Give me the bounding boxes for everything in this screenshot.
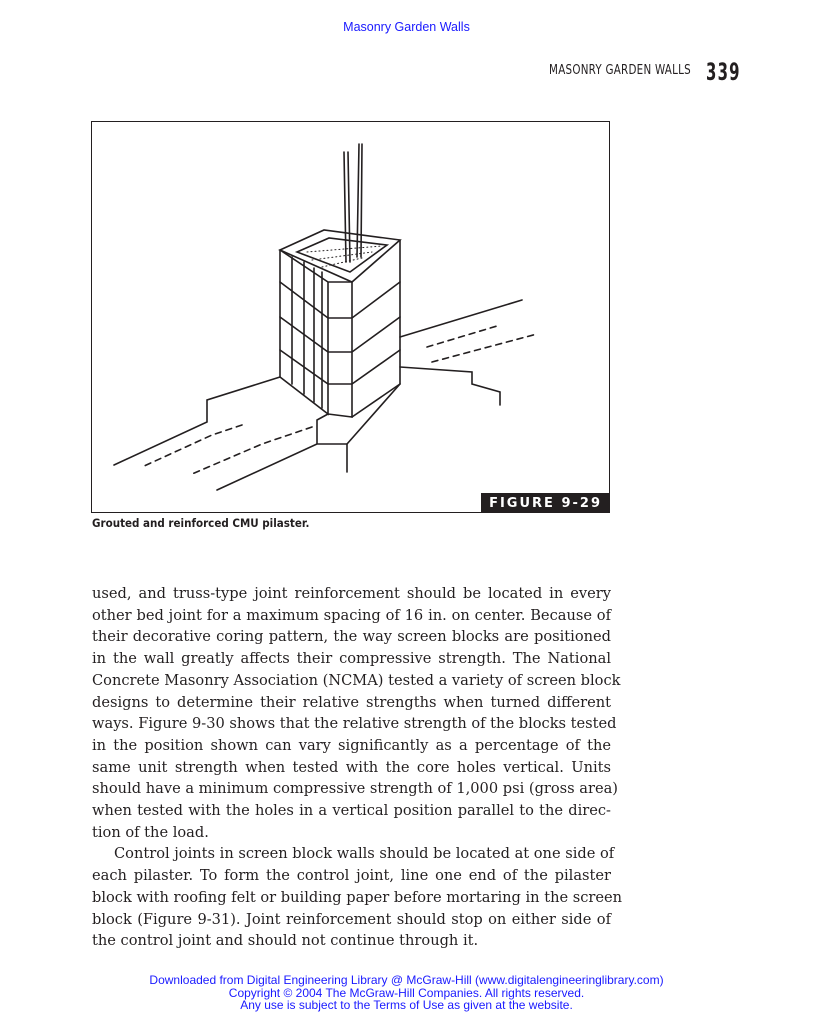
text-line: in the wall greatly affects their compressive strength. The National: [92, 650, 611, 668]
text-line: same unit strength when tested with the core holes vertical. Units: [92, 758, 611, 776]
text-line: the control joint and should not continue through it.: [92, 932, 479, 950]
paragraph-1: [92, 583, 621, 843]
text-line: designs to determine their relative strengths when turned different: [92, 693, 611, 711]
text-line: other bed joint for a maximum spacing of 16 in. on center. Because of: [92, 606, 611, 624]
text-line: when tested with the holes in a vertical position parallel to the direc-: [92, 802, 611, 820]
paragraph-2: [92, 843, 623, 952]
text-line: their decorative coring pattern, the way screen blocks are positioned: [92, 628, 611, 646]
footer-terms: Any use is subject to the Terms of Use as given at the website.: [240, 998, 573, 1012]
footer-notice: [0, 974, 813, 1012]
footer-copyright: Copyright © 2004 The McGraw-Hill Companies. All rights reserved.: [228, 985, 585, 1000]
figure-label: FIGURE 9-29: [481, 493, 610, 513]
page-number: 339: [706, 58, 741, 86]
figure-caption: Grouted and reinforced CMU pilaster.: [92, 516, 310, 530]
figure-9-29: [91, 121, 610, 513]
footer-download-link[interactable]: Downloaded from Digital Engineering Library @ McGraw-Hill (www.digitalengineeringlibrary.com): [149, 973, 664, 987]
text-line: ways. Figure 9-30 shows that the relative strength of the blocks tested: [92, 715, 617, 733]
text-line: should have a minimum compressive strength of 1,000 psi (gross area): [92, 780, 619, 798]
text-line: Control joints in screen block walls should be located at one side of: [114, 845, 615, 863]
running-head: MASONRY GARDEN WALLS: [549, 62, 691, 78]
text-line: block with roofing felt or building paper before mortaring in the screen: [92, 888, 623, 906]
body-text: [92, 583, 623, 952]
pilaster-illustration: [92, 122, 609, 512]
text-line: in the position shown can vary significantly as a percentage of the: [92, 736, 611, 754]
text-line: block (Figure 9-31). Joint reinforcement should stop on either side of: [92, 910, 611, 928]
text-line: used, and truss-type joint reinforcement should be located in every: [92, 585, 611, 602]
text-line: Concrete Masonry Association (NCMA) tested a variety of screen block: [92, 671, 621, 689]
top-title-link[interactable]: Masonry Garden Walls: [343, 20, 470, 34]
text-line: tion of the load.: [92, 823, 209, 841]
text-line: each pilaster. To form the control joint, line one end of the pilaster: [92, 867, 611, 885]
